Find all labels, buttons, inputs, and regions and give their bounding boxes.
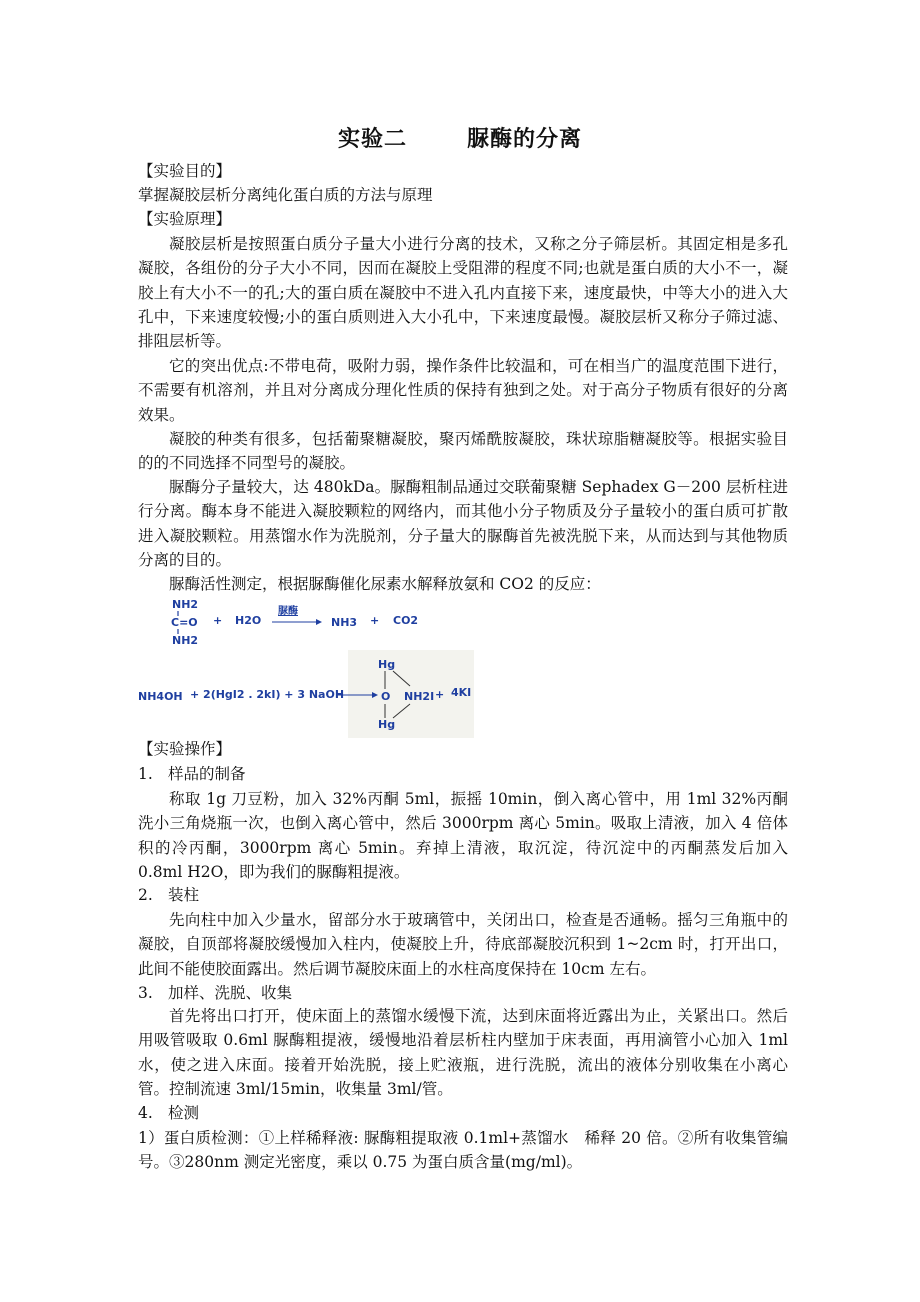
step-2-heading [138,883,199,907]
reaction-scheme [138,590,478,740]
plus-sign-1: + [213,614,223,627]
principle-paragraph-3: 凝胶的种类有很多，包括葡聚糖凝胶，聚丙烯酰胺凝胶，珠状琼脂糖凝胶等。根据实验目的的不同选择不同型号的凝胶。 [138,430,788,473]
step-3-heading [138,981,292,1005]
step-4-text: 1）蛋白质检测：①上样稀释液: 脲酶粗提取液 0.1ml+蒸馏水 稀释 20 倍。②所有收集管编号。③280nm 测定光密度，乘以 0.75 为蛋白质含量(mg/ml)。 [138,1129,788,1172]
title-part-1: 实验二 [337,126,407,152]
enzyme-label: 脲酶 [278,606,298,617]
principle-paragraph-1: 凝胶层析是按照蛋白质分子量大小进行分离的技术，又称之分子筛层析。其固定相是多孔凝胶，各组份的分子大小不同，因而在凝胶上受阻滞的程度不同;也就是蛋白质的大小不一，凝胶上有大小不一的孔;大的蛋白质在凝胶中不进入孔内直接下来，速度最快，中等大小的进入大孔中，下来速度较慢;小的蛋白质则进入大小孔中，下来速度最慢。凝胶层析又称分子筛过滤、排阻层析等。 [138,235,788,351]
step-2-title: 装柱 [168,886,200,904]
step-2-number: 2. [138,886,153,904]
principle-paragraph-4: 脲酶分子量较大，达 480kDa。脲酶粗制品通过交联葡聚糖 Sephadex G－200 层析柱进行分离。酶本身不能进入凝胶颗粒的网络内，而其他小分子物质及分子量较小的蛋白质可扩散进入凝胶颗粒。用蒸馏水作为洗脱剂，分子量大的脲酶首先被洗脱下来，从而达到与其他物质分离的目的。 [138,478,788,569]
nessler-reagent: + 2(HgI2 . 2kI) + 3 NaOH [190,688,345,701]
step-2-text: 先向柱中加入少量水，留部分水于玻璃管中，关闭出口，检查是否通畅。摇匀三角瓶中的凝胶，自顶部将凝胶缓慢加入柱内，使凝胶上升，待底部凝胶沉积到 1~2cm 时，打开出口，此间不能使胶面露出。然后调节凝胶床面上的水柱高度保持在 10cm 左右。 [138,911,788,978]
plus-sign-2: + [370,614,380,627]
water: H2O [235,614,262,627]
principle-paragraph-2: 它的突出优点:不带电荷，吸附力弱，操作条件比较温和，可在相当广的温度范围下进行，不需要有机溶剂，并且对分离成分理化性质的保持有独到之处。对于高分子物质有很好的分离效果。 [138,357,788,424]
mercury-bottom: Hg [378,718,396,731]
urea-nh2-top: NH2 [172,598,199,611]
potassium-iodide: 4KI [451,686,472,699]
step-3-title: 加样、洗脱、收集 [168,984,293,1002]
purpose-text: 掌握凝胶层析分离纯化蛋白质的方法与原理 [138,186,433,204]
ammonium-hydroxide: NH4OH [138,690,183,703]
step-4-number: 4. [138,1104,153,1122]
principle-heading: 【实验原理】 [138,210,232,228]
step-1-title: 样品的制备 [168,765,246,783]
page-title [0,122,920,153]
operation-heading: 【实验操作】 [138,740,232,758]
step-1-text: 称取 1g 刀豆粉，加入 32%丙酮 5ml，振摇 10min，倒入离心管中，用 1ml 32%丙酮洗小三角烧瓶一次，也倒入离心管中，然后 3000rpm 离心 5min。吸取上清液，加入 4 倍体积的冷丙酮，3000rpm 离心 5min。弃掉上清液，取沉淀，待沉淀中的丙酮蒸发后加入 0.8ml H2O，即为我们的脲酶粗提液。 [138,790,788,881]
step-3-text: 首先将出口打开，使床面上的蒸馏水缓慢下流，达到床面将近露出为止，关紧出口。然后用吸管吸取 0.6ml 脲酶粗提液，缓慢地沿着层析柱内壁加于床表面，再用滴管小心加入 1ml 水，使之进入床面。接着开始洗脱，接上贮液瓶，进行洗脱，流出的液体分别收集在小离心管。控制流速 3ml/15min，收集量 3ml/管。 [138,1007,788,1098]
nh2i: NH2I [404,690,435,703]
mercury-top: Hg [378,658,396,671]
plus-sign-3: + [435,688,445,701]
reaction-arrowhead-1 [316,619,322,625]
urea-nh2-bottom: NH2 [172,634,199,647]
carbon-dioxide: CO2 [393,614,419,627]
purpose-heading: 【实验目的】 [138,162,232,180]
urea-co: C=O [171,616,198,629]
step-1-number: 1. [138,765,153,783]
oxygen: O [381,690,391,703]
principle-paragraph-5: 脲酶活性测定，根据脲酶催化尿素水解释放氨和 CO2 的反应： [169,575,601,593]
title-part-2: 脲酶的分离 [467,126,583,152]
step-1-heading [138,762,246,786]
step-3-number: 3. [138,984,153,1002]
step-4-title: 检测 [168,1104,200,1122]
ammonia: NH3 [331,616,358,629]
step-4-heading [138,1101,199,1125]
